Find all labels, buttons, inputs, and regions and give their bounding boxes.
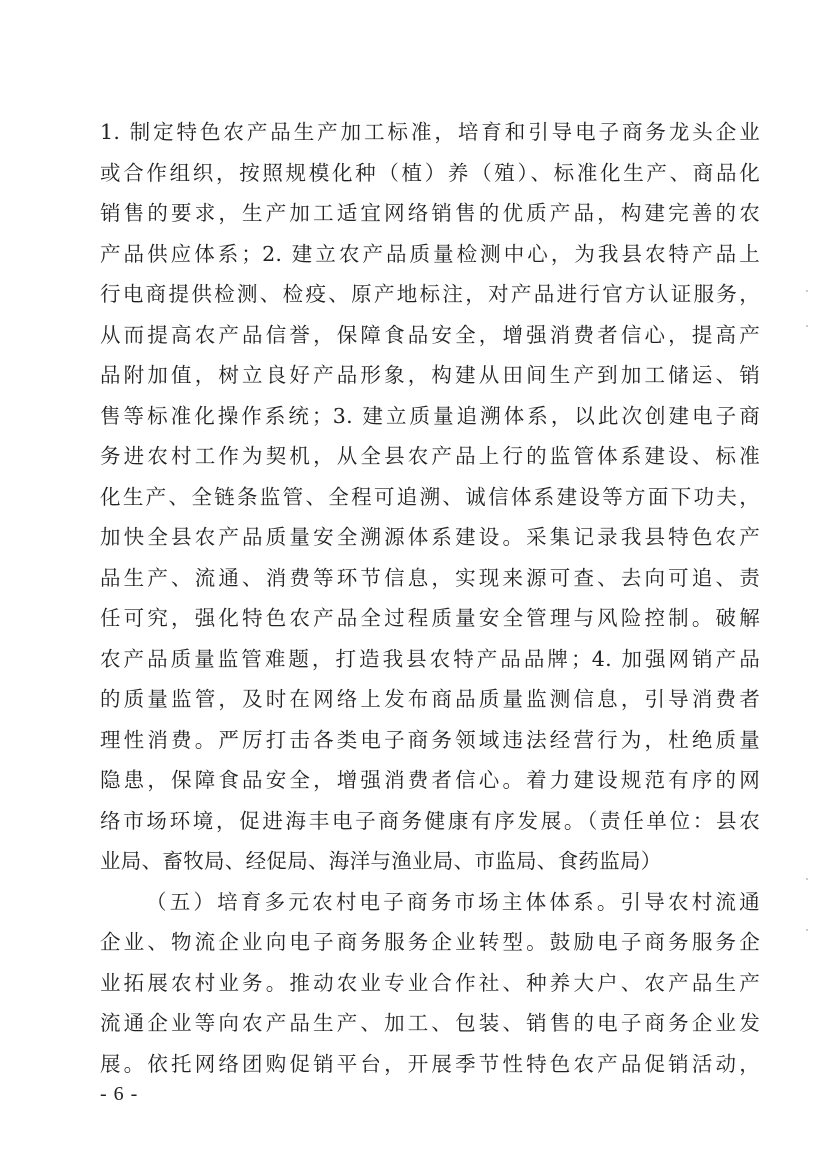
- text-line: 隐患，保障食品安全，增强消费者信心。着力建设规范有序的网: [100, 768, 760, 792]
- scan-speck: [806, 929, 808, 931]
- text-line: 品生产、流通、消费等环节信息，实现来源可查、去向可追、责: [100, 565, 760, 590]
- text-line: 加快全县农产品质量安全溯源体系建设。采集记录我县特色农产: [100, 525, 760, 549]
- scan-speck: [806, 325, 808, 327]
- text-line: 行电商提供检测、检疫、原产地标注，对产品进行官方认证服务，: [100, 282, 760, 306]
- body-text: [100, 112, 760, 1084]
- text-line: 产品供应体系；2. 建立农产品质量检测中心，为我县农特产品上: [100, 241, 760, 266]
- text-line: 络市场环境，促进海丰电子商务健康有序发展。（责任单位：县农: [100, 808, 760, 833]
- text-line: 品附加值，树立良好产品形象，构建从田间生产到加工储运、销: [100, 363, 760, 387]
- text-line: 务进农村工作为契机，从全县农产品上行的监管体系建设、标准: [100, 444, 760, 468]
- section-heading-line: （五）培育多元农村电子商务市场主体体系。引导农村流通: [146, 889, 760, 914]
- text-line: 农产品质量监管难题，打造我县农特产品品牌；4. 加强网销产品: [100, 646, 760, 671]
- text-line: 销售的要求，生产加工适宜网络销售的优质产品，构建完善的农: [100, 201, 760, 225]
- text-line: 任可究，强化特色农产品全过程质量安全管理与风险控制。破解: [100, 606, 760, 630]
- text-line: 从而提高农产品信誉，保障食品安全，增强消费者信心，提高产: [100, 322, 760, 347]
- text-line: 或合作组织，按照规模化种（植）养（殖）、标准化生产、商品化: [100, 160, 760, 185]
- text-line: 1. 制定特色农产品生产加工标准，培育和引导电子商务龙头企业: [100, 120, 760, 144]
- text-line: 化生产、全链条监管、全程可追溯、诚信体系建设等方面下功夫，: [100, 484, 760, 509]
- text-line: 企业、物流企业向电子商务服务企业转型。鼓励电子商务服务企: [100, 930, 760, 954]
- text-line: 的质量监管，及时在网络上发布商品质量监测信息，引导消费者: [100, 687, 760, 711]
- text-line: 理性消费。严厉打击各类电子商务领域违法经营行为，杜绝质量: [100, 727, 760, 752]
- scan-speck: [806, 878, 808, 880]
- text-line: 业局、畜牧局、经促局、海洋与渔业局、市监局、食药监局）: [100, 849, 662, 873]
- text-line: 业拓展农村业务。推动农业专业合作社、种养大户、农产品生产: [100, 970, 760, 995]
- scan-speck: [806, 290, 808, 292]
- text-line: 售等标准化操作系统；3. 建立质量追溯体系，以此次创建电子商: [100, 403, 760, 428]
- text-line: 流通企业等向农产品生产、加工、包装、销售的电子商务企业发: [100, 1011, 760, 1035]
- text-line: 展。依托网络团购促销平台，开展季节性特色农产品促销活动，: [100, 1051, 760, 1076]
- page-number: - 6 -: [100, 1083, 139, 1105]
